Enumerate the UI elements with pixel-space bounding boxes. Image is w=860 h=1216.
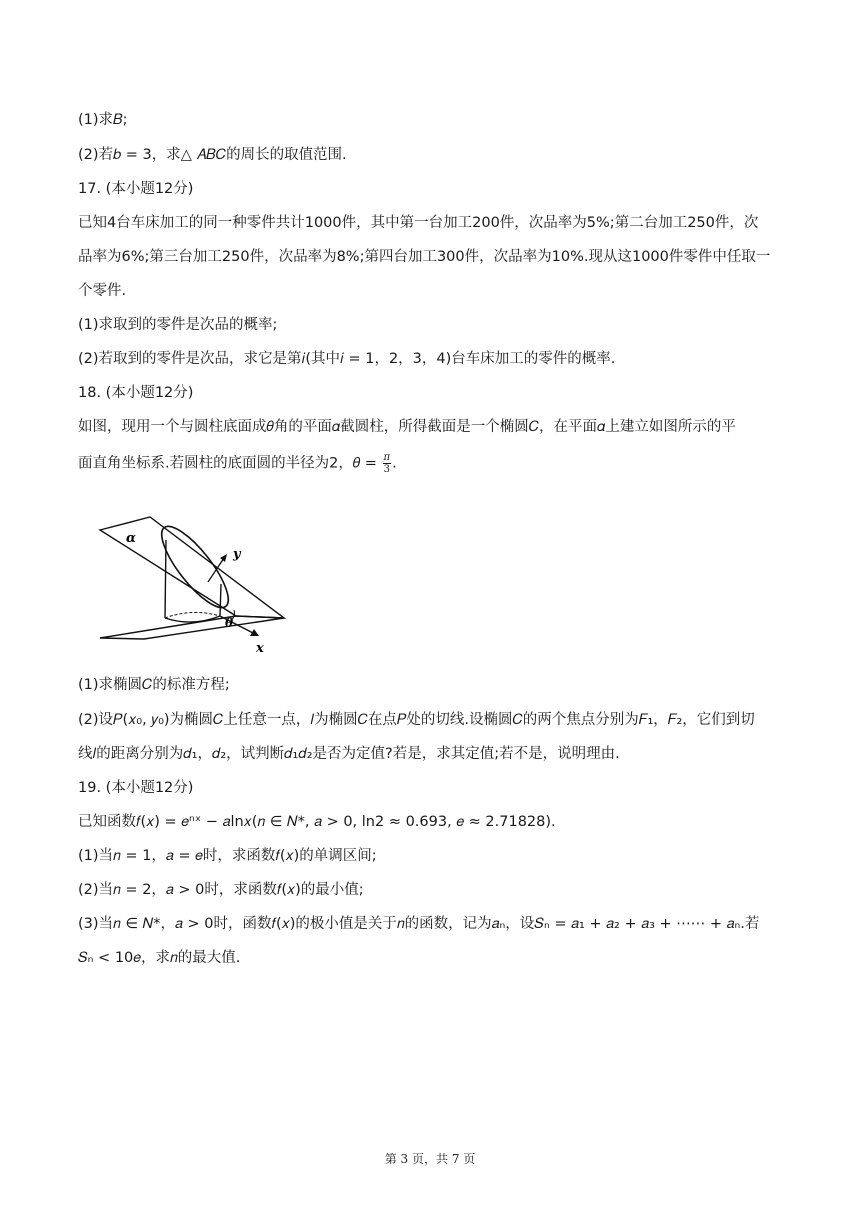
label-x: x xyxy=(256,641,264,656)
fraction-numerator: π xyxy=(383,452,391,463)
label-theta: θ xyxy=(225,616,234,630)
q19-part2: (2)当𝑛 = 2，𝑎 > 0时，求函数𝑓(𝑥)的最小值; xyxy=(78,882,364,898)
y-axis-arrowhead xyxy=(220,554,227,562)
q19-part1: (1)当𝑛 = 1，𝑎 = 𝑒时，求函数𝑓(𝑥)的单调区间; xyxy=(78,848,377,864)
q19-part3-line2: 𝑆ₙ < 10𝑒，求𝑛的最大值. xyxy=(78,950,241,966)
fraction-denominator: 3 xyxy=(383,464,390,475)
q18-stem-line1: 如图，现用一个与圆柱底面成𝜃角的平面𝛼截圆柱，所得截面是一个椭圆𝐶，在平面𝛼上建立如图所示的平 xyxy=(78,419,736,435)
q17-heading: 17. (本小题12分) xyxy=(78,181,194,197)
q18-stem-end: . xyxy=(392,455,397,472)
page-footer: 第 3 页，共 7 页 xyxy=(384,1152,476,1166)
base-circle-front xyxy=(165,616,220,622)
label-alpha: α xyxy=(126,531,137,546)
q18-part2-line1: (2)设𝑃(𝑥₀, 𝑦₀)为椭圆𝐶上任意一点，𝑙为椭圆𝐶在点𝑃处的切线.设椭圆𝐶的两个焦点分别为𝐹₁，𝐹₂，它们到切 xyxy=(78,712,755,728)
q19-heading: 19. (本小题12分) xyxy=(78,780,194,796)
q17-stem-line1: 已知4台车床加工的同一种零件共计1000件，其中第一台加工200件，次品率为5%;第二台加工250件，次 xyxy=(78,215,759,231)
q18-heading: 18. (本小题12分) xyxy=(78,385,194,401)
cylinder-section-figure xyxy=(96,512,290,657)
q18-stem-line2 xyxy=(78,452,397,475)
q18-part2-line2: 线𝑙的距离分别为𝑑₁，𝑑₂，试判断𝑑₁𝑑₂是否为定值?若是，求其定值;若不是，说明理由. xyxy=(78,746,620,762)
q17-stem-line3: 个零件. xyxy=(78,283,127,299)
q19-stem: 已知函数𝑓(𝑥) = 𝑒ⁿˣ − 𝑎ln𝑥(𝑛 ∈ 𝑁*, 𝑎 > 0, ln2 ≈ 0.693, 𝑒 ≈ 2.71828). xyxy=(78,814,556,830)
q17-part1: (1)求取到的零件是次品的概率; xyxy=(78,317,278,333)
q16-part2: (2)若𝑏 = 3，求△ 𝐴𝐵𝐶的周长的取值范围. xyxy=(78,147,347,163)
q17-stem-line2: 品率为6%;第三台加工250件，次品率为8%;第四台加工300件，次品率为10%.现从这1000件零件中任取一 xyxy=(78,249,771,265)
q19-part3-line1: (3)当𝑛 ∈ 𝑁*，𝑎 > 0时，函数𝑓(𝑥)的极小值是关于𝑛的函数，记为𝑎ₙ，设𝑆ₙ = 𝑎₁ + 𝑎₂ + 𝑎₃ + ⋯⋯ + 𝑎ₙ.若 xyxy=(78,916,760,932)
q18-part1: (1)求椭圆𝐶的标准方程; xyxy=(78,677,230,693)
q17-part2: (2)若取到的零件是次品，求它是第𝑖(其中𝑖 = 1，2，3，4)台车床加工的零件的概率. xyxy=(78,351,616,367)
q16-part1: (1)求𝐵; xyxy=(78,112,128,128)
base-circle-back xyxy=(165,612,220,618)
label-y: y xyxy=(233,547,241,562)
cylinder-right-side xyxy=(220,584,221,616)
q18-stem-text: 面直角坐标系.若圆柱的底面圆的半径为2，𝜃 = xyxy=(78,455,382,472)
pi-over-3-fraction xyxy=(383,452,392,475)
